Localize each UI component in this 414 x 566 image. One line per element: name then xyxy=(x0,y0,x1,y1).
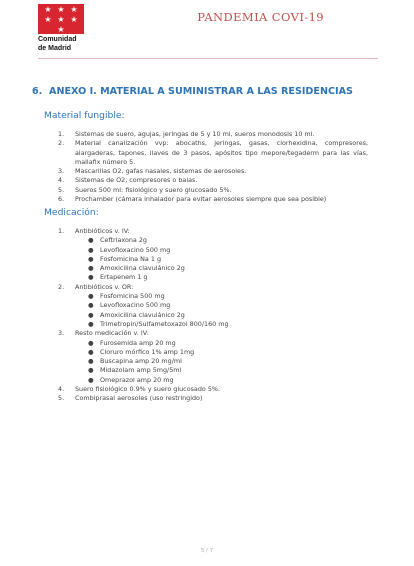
bullet-icon: ● xyxy=(88,292,94,301)
star-icon: ★ xyxy=(44,14,52,24)
list-item xyxy=(58,329,368,338)
medicacion-list xyxy=(58,227,368,404)
sublist-item xyxy=(58,246,368,255)
sublist-item-text: Fosfomicina 500 mg xyxy=(100,292,165,301)
item-number: 3. xyxy=(58,329,65,338)
sublist-item xyxy=(58,357,368,366)
star-icon: ★ xyxy=(57,14,65,24)
sublist-item-text: Omeprazol amp 20 mg xyxy=(100,375,174,384)
sublist xyxy=(58,339,368,385)
sublist-item-text: Ertapenem 1 g xyxy=(100,273,148,282)
sublist xyxy=(58,236,368,282)
star-icon: ★ xyxy=(70,14,78,24)
sublist xyxy=(58,292,368,329)
sublist-item xyxy=(58,273,368,282)
sublist-item xyxy=(58,301,368,310)
item-text: Material canalización vvp: abocaths, jeringas, gasas, clorhexidina, compresores, alargaderas, tapones, llaves de 3 pasos, apósitos tipo mepore/tegaderm para las vías, mallafix número 5. xyxy=(75,139,368,166)
star-icon: ★ xyxy=(57,24,65,34)
sublist-item xyxy=(58,348,368,357)
star-icon: ★ xyxy=(44,4,52,14)
item-number: 4. xyxy=(58,385,65,394)
sublist-container xyxy=(58,236,368,282)
list-item xyxy=(58,394,368,403)
sublist-item-text: Cloruro mórfico 1% amp 1mg xyxy=(100,347,195,356)
item-number: 1. xyxy=(58,130,65,138)
bullet-icon: ● xyxy=(88,347,94,356)
sublist-item xyxy=(58,339,368,348)
sublist-item-text: Amoxicilina clavulánico 2g xyxy=(100,264,185,273)
list-item xyxy=(58,167,368,176)
medicacion-heading: Medicación: xyxy=(44,207,99,218)
list-item xyxy=(58,195,368,204)
bullet-icon: ● xyxy=(88,236,94,245)
item-text: Resto medicación v. IV: xyxy=(75,329,149,338)
sublist-item-text: Levofloxacino 500 mg xyxy=(100,245,171,254)
sublist-item xyxy=(58,366,368,375)
sublist-item-text: Levofloxacino 500 mg xyxy=(100,301,171,310)
sublist-item xyxy=(58,320,368,329)
item-text: Antibióticos v. OR: xyxy=(75,282,134,291)
list-item xyxy=(58,130,368,139)
stars-flag-icon xyxy=(38,4,84,34)
item-number: 2. xyxy=(58,139,65,148)
star-icon: ★ xyxy=(57,4,65,14)
list-item xyxy=(58,186,368,195)
item-number: 1. xyxy=(58,227,65,235)
list-item xyxy=(58,139,368,167)
item-text: Sueros 500 ml: fisiológico y suero glucosado 5%. xyxy=(75,185,232,194)
comunidad-de-madrid-logo xyxy=(38,4,90,52)
sublist-item-text: Trimetropin/Sulfametoxazol 800/160 mg xyxy=(100,319,229,328)
bullet-icon: ● xyxy=(88,357,94,366)
bullet-icon: ● xyxy=(88,264,94,273)
item-text: Combiprasal aerosoles (uso restringido) xyxy=(75,394,203,403)
sublist-item-text: Midazolam amp 5mg/5ml xyxy=(100,366,182,375)
star-icon: ★ xyxy=(70,4,78,14)
list-item xyxy=(58,227,368,236)
item-number: 4. xyxy=(58,176,65,185)
section-heading xyxy=(32,86,353,97)
logo-text-line2: de Madrid xyxy=(38,45,72,52)
item-number: 5. xyxy=(58,185,65,194)
bullet-icon: ● xyxy=(88,254,94,263)
fungible-list xyxy=(58,130,368,204)
sublist-item-text: Furosemida amp 20 mg xyxy=(100,338,176,347)
sublist-item-text: Amoxicilina clavulánico 2g xyxy=(100,310,185,319)
bullet-icon: ● xyxy=(88,338,94,347)
header-divider xyxy=(38,58,378,59)
sublist-item-text: Fosfomicina Na 1 g xyxy=(100,254,162,263)
item-text: Sistemas de suero, agujas, jeringas de 5 y 10 ml, sueros monodosis 10 ml. xyxy=(75,130,315,138)
sublist-item-text: Ceftriaxona 2g xyxy=(100,236,147,245)
list-item xyxy=(58,283,368,292)
item-text: Sistemas de O2, compresores o balas. xyxy=(75,176,198,185)
bullet-icon: ● xyxy=(88,375,94,384)
section-number: 6. xyxy=(32,86,43,97)
page-number: 5 / 7 xyxy=(200,548,214,554)
item-text: Prochamber (cámara inhalador para evitar aerosoles siempre que sea posible) xyxy=(75,195,327,204)
bullet-icon: ● xyxy=(88,366,94,375)
item-number: 5. xyxy=(58,394,65,403)
item-text: Antibióticos v. IV: xyxy=(75,227,130,235)
sublist-item xyxy=(58,255,368,264)
sublist-item xyxy=(58,376,368,385)
item-number: 6. xyxy=(58,195,65,204)
sublist-item xyxy=(58,236,368,245)
bullet-icon: ● xyxy=(88,319,94,328)
list-item xyxy=(58,176,368,185)
item-text: Mascarillas O2, gafas nasales, sistemas de aerosoles. xyxy=(75,167,247,176)
item-number: 2. xyxy=(58,282,65,291)
sublist-item xyxy=(58,264,368,273)
bullet-icon: ● xyxy=(88,245,94,254)
sublist-item xyxy=(58,311,368,320)
item-text: Suero fisiológico 0.9% y suero glucosado 5%. xyxy=(75,385,221,394)
fungible-heading: Material fungible: xyxy=(44,110,125,121)
page-header xyxy=(0,0,414,66)
list-item xyxy=(58,385,368,394)
bullet-icon: ● xyxy=(88,301,94,310)
item-number: 3. xyxy=(58,167,65,176)
bullet-icon: ● xyxy=(88,273,94,282)
sublist-container xyxy=(58,292,368,329)
bullet-icon: ● xyxy=(88,310,94,319)
sublist-container xyxy=(58,339,368,385)
section-title: ANEXO I. MATERIAL A SUMINISTRAR A LAS RESIDENCIAS xyxy=(49,86,353,97)
sublist-item-text: Buscapina amp 20 mg/ml xyxy=(100,357,182,366)
sublist-item xyxy=(58,292,368,301)
logo-text-line1: Comunidad xyxy=(38,36,77,43)
document-title: PANDEMIA COVI-19 xyxy=(197,10,324,24)
